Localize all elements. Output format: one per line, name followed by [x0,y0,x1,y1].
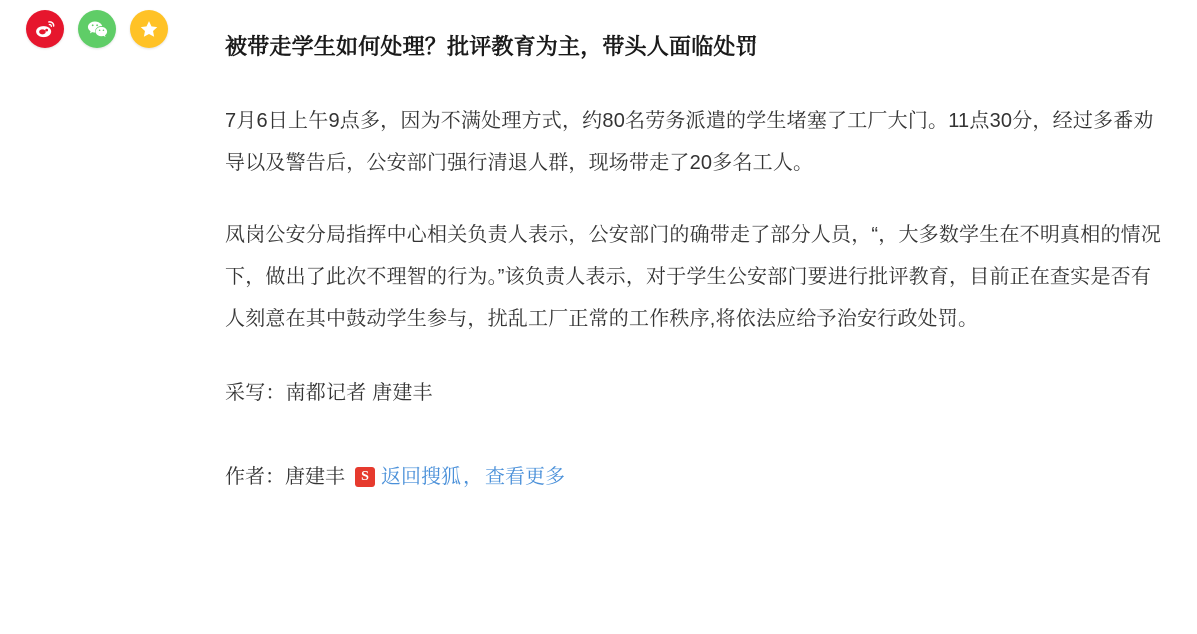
author-prefix: 作者： [225,466,285,488]
view-more-link[interactable]: 查看更多 [485,466,565,488]
article-paragraph-2: 凤岗公安分局指挥中心相关负责人表示，公安部门的确带走了部分人员，“，大多数学生在不明真相的情况下，做出了此次不理智的行为。”该负责人表示，对于学生公安部门要进行批评教育，目前正在查实是否有人刻意在其中鼓动学生参与，扰乱工厂正常的工作秩序,将依法应给予治安行政处罚。 [225,224,1162,330]
article-byline: 采写：南都记者 唐建丰 [225,382,433,404]
article-body [225,100,1170,498]
share-rail [26,10,168,48]
article-title: 被带走学生如何处理？批评教育为主，带头人面临处罚 [225,34,758,59]
share-weibo-button[interactable] [26,10,64,48]
author-line [225,456,1170,498]
article-container [225,30,1170,498]
wechat-icon [86,18,109,41]
star-icon [138,18,160,40]
weibo-icon [34,18,56,40]
author-name: 唐建丰 [285,466,345,488]
back-to-sohu-link[interactable]: 返回搜狐 [381,466,461,488]
share-wechat-button[interactable] [78,10,116,48]
article-paragraph-1: 7月6日上午9点多，因为不满处理方式，约80名劳务派遣的学生堵塞了工厂大门。11点30分，经过多番劝导以及警告后，公安部门强行清退人群，现场带走了20多名工人。 [225,110,1154,174]
sohu-logo-icon: S [355,467,375,487]
link-separator: ， [463,466,483,488]
favorite-button[interactable] [130,10,168,48]
